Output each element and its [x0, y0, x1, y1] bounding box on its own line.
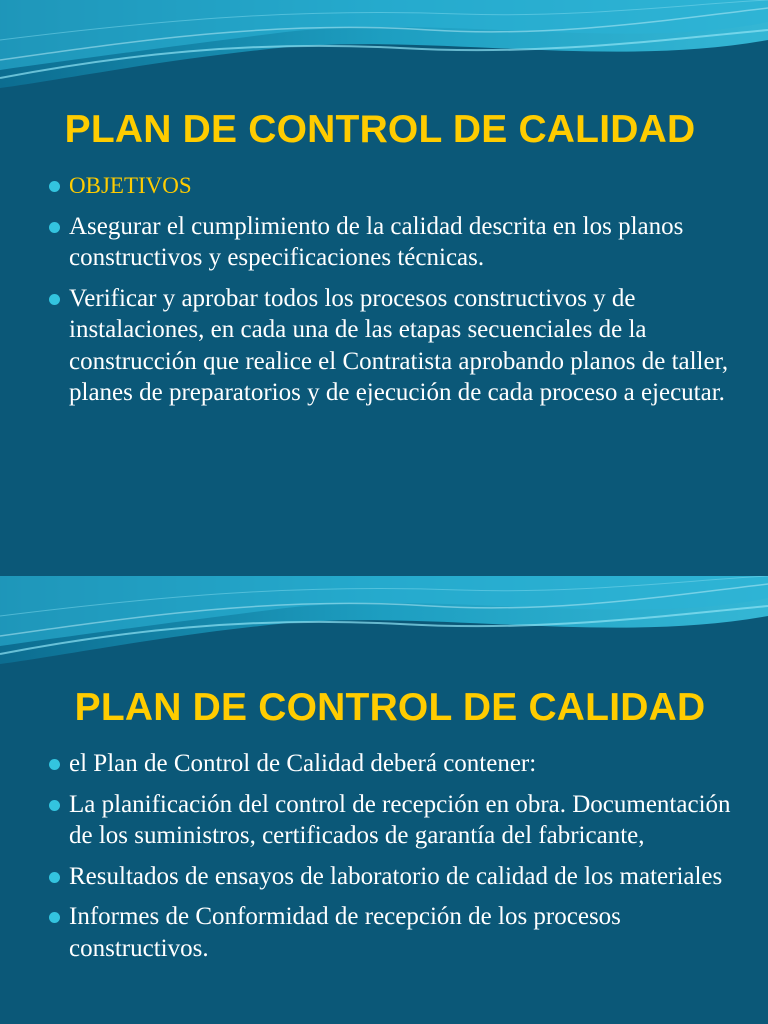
- bullet-dot-icon: [49, 759, 60, 770]
- slide-title: PLAN DE CONTROL DE CALIDAD: [64, 108, 696, 151]
- list-item-text: Verificar y aprobar todos los procesos constructivos y de instalaciones, en cada una de las etapas secuenciales de la construcción que realice el Contratista aprobando planos de taller, planes de preparatorios y de ejecución de cada proceso a ejecutar.: [69, 284, 729, 406]
- list-item: [48, 789, 744, 852]
- bullet-dot-icon: [49, 294, 60, 305]
- list-item-text: el Plan de Control de Calidad deberá contener:: [69, 750, 537, 777]
- bullet-dot-icon: [49, 222, 60, 233]
- list-item: [48, 901, 744, 964]
- list-item: [48, 748, 744, 780]
- bullet-list: [48, 170, 744, 418]
- bullet-dot-icon: [49, 181, 60, 192]
- list-item: [48, 283, 744, 409]
- slide-separator: [0, 546, 768, 576]
- list-item-text: OBJETIVOS: [69, 173, 192, 198]
- slide-2: [0, 576, 768, 1024]
- bullet-dot-icon: [49, 872, 60, 883]
- bullet-dot-icon: [49, 800, 60, 811]
- list-item: [48, 861, 744, 893]
- list-item-text: Informes de Conformidad de recepción de los procesos constructivos.: [69, 903, 621, 962]
- wave-header-decoration: [0, 576, 768, 666]
- list-item-text: La planificación del control de recepción en obra. Documentación de los suministros, certificados de garantía del fabricante,: [69, 790, 731, 849]
- list-item-text: Asegurar el cumplimiento de la calidad descrita en los planos constructivos y especificaciones técnicas.: [69, 212, 684, 271]
- list-item: [48, 211, 744, 274]
- wave-header-decoration: [0, 0, 768, 90]
- list-item: [48, 170, 744, 202]
- bullet-list: [48, 748, 744, 973]
- list-item-text: Resultados de ensayos de laboratorio de calidad de los materiales: [69, 862, 723, 890]
- bullet-dot-icon: [49, 912, 60, 923]
- slide-title: PLAN DE CONTROL DE CALIDAD: [74, 686, 706, 729]
